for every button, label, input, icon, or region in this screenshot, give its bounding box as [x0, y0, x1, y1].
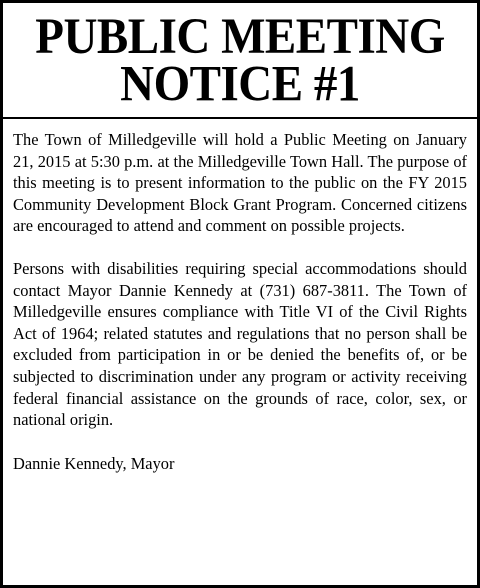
headline-divider [3, 117, 477, 119]
headline-line-2: NOTICE #1 [120, 56, 360, 113]
notice-headline [13, 8, 467, 113]
signature: Dannie Kennedy, Mayor [13, 453, 175, 473]
headline-line-1: PUBLIC MEETING [35, 8, 445, 65]
meeting-paragraph: The Town of Milledgeville will hold a Public Meeting on January 21, 2015 at 5:30 p.m. at the Milledgeville Town Hall. The purpose of this meeting is to present information to the public on the FY 2015 Community Development Block Grant Program. Concerned citizens are encouraged to attend and comment on possible projects. [13, 130, 467, 236]
accessibility-paragraph: Persons with disabilities requiring special accommodations should contact Mayor Dannie Kennedy at (731) 687-3811. The Town of Milledgeville ensures compliance with Title VI of the Civil Rights Act of 1964; related statutes and regulations that no person shall be excluded from participation in or be denied the benefits of, or be subjected to discrimination under any program or activity receiving federal financial assistance on the grounds of race, color, sex, or national origin. [13, 258, 467, 430]
